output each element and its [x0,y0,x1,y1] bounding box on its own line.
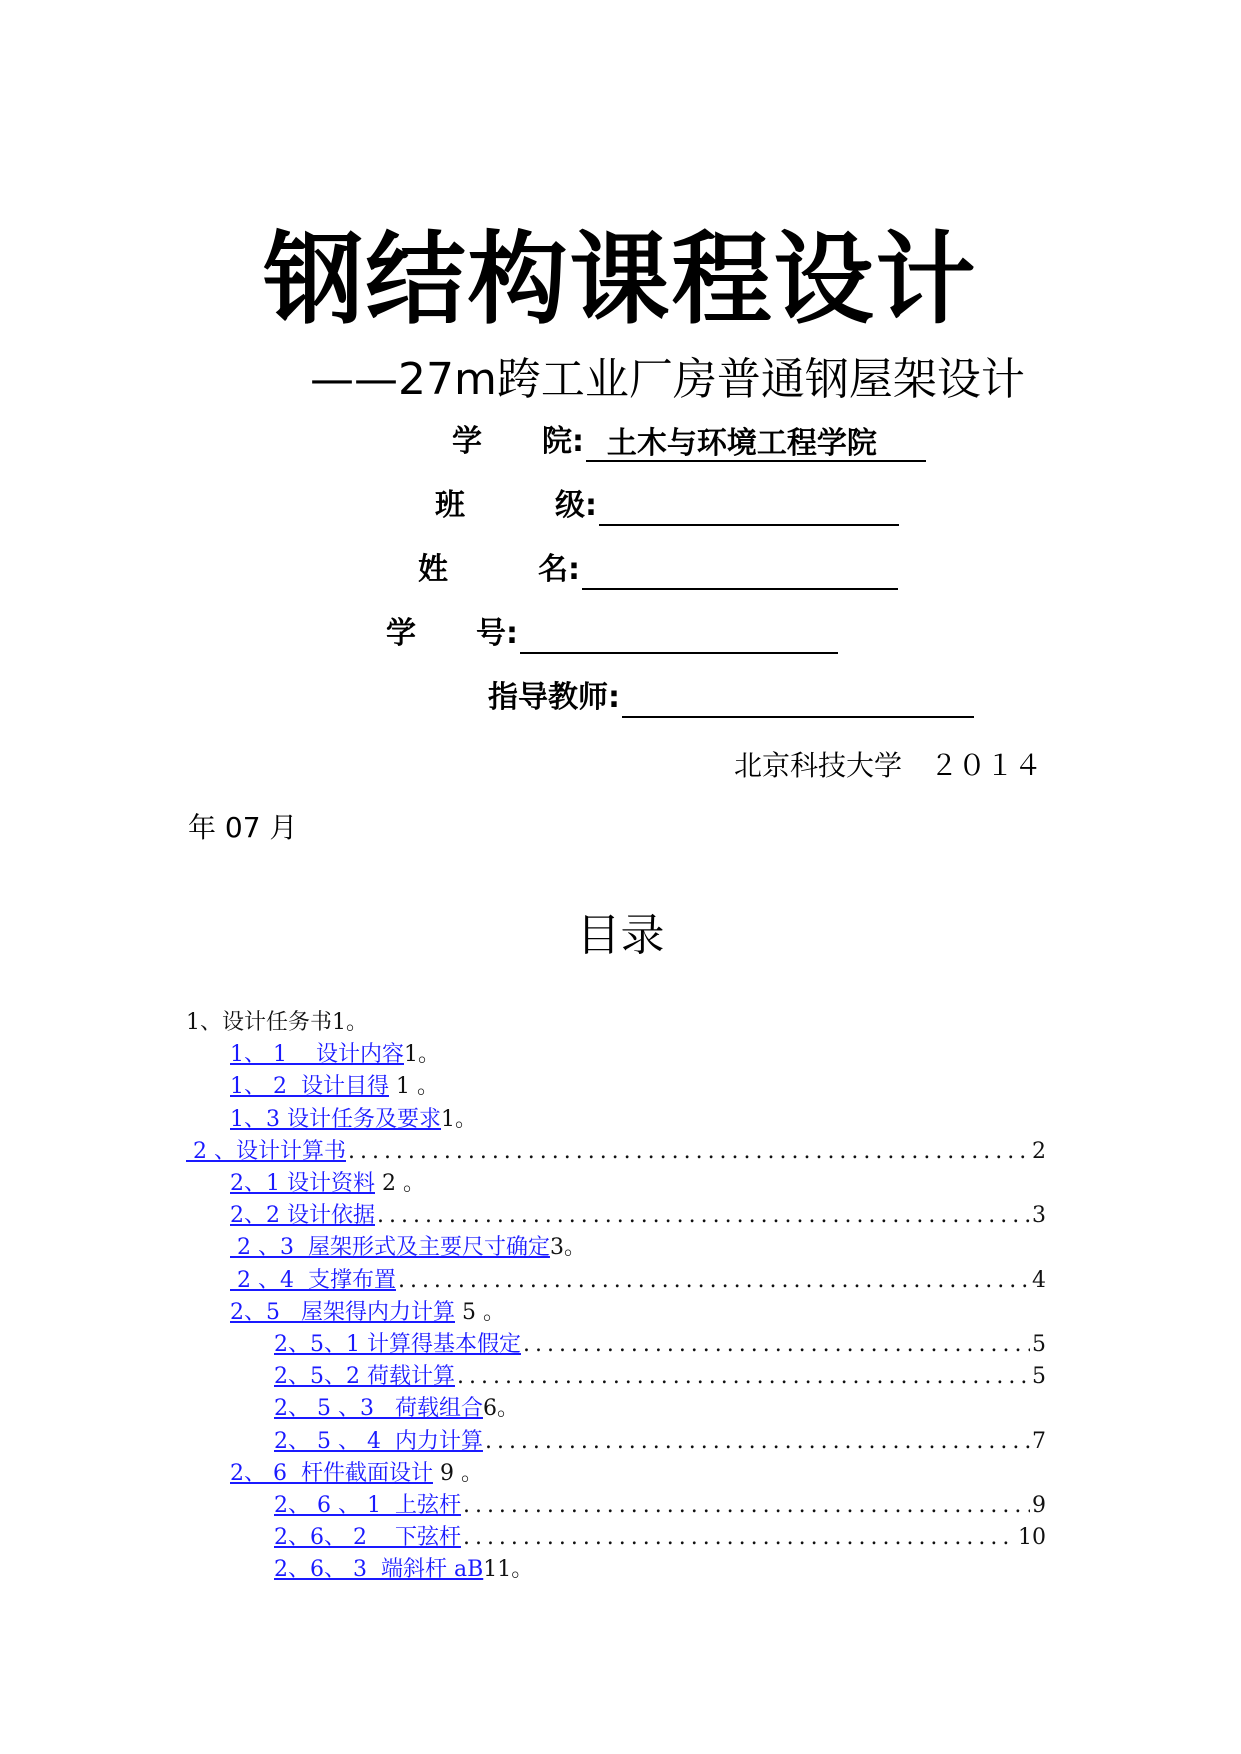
toc-entry-link[interactable]: 1、 1 设计内容 [230,1042,404,1068]
toc-entry[interactable] [274,1555,533,1585]
toc-page-number: 9 。 [432,1460,483,1486]
toc-entry [186,1008,368,1038]
toc-entry-link[interactable]: 2、 5 、 4 内力计算 [274,1428,483,1454]
toc-entry-link[interactable]: 2 、4 支撑布置 [230,1267,396,1293]
toc-leader-dots [457,1362,1030,1392]
toc-entry[interactable] [274,1330,1046,1360]
toc-entry[interactable] [230,1233,586,1263]
toc-leader-dots [485,1427,1030,1457]
toc-entry[interactable] [274,1362,1046,1392]
toc-page-number: 6。 [482,1396,519,1422]
toc-entry-link[interactable]: 1、 2 设计目得 [230,1074,389,1100]
field-class-value [599,488,899,526]
toc-entry[interactable] [186,1137,1046,1167]
toc-page-number: 1。 [441,1106,477,1132]
toc-page-number: 5 [1032,1364,1046,1390]
toc-entry-link[interactable]: 2、6、 2 下弦杆 [274,1525,461,1551]
toc-entry[interactable] [274,1427,1046,1457]
toc-entry-link[interactable]: 2、5、2 荷载计算 [274,1364,455,1390]
toc-entry[interactable] [230,1169,425,1199]
toc-page-number: 1。 [332,1010,368,1035]
field-college-label: 学 院: [452,424,584,459]
toc-leader-dots [398,1266,1030,1296]
field-name-label: 姓 名: [418,552,580,587]
toc-leader-dots [348,1137,1030,1167]
toc-page-number: 1。 [403,1042,440,1068]
toc-entry[interactable] [230,1105,477,1135]
field-name-value [582,552,898,590]
cover-subtitle: ——27m跨工业厂房普通钢屋架设计 [310,354,1025,405]
toc-entry-label: 1、设计任务书 [186,1010,332,1035]
toc-entry-link[interactable]: 1、3 设计任务及要求 [230,1106,441,1132]
toc-entry-link[interactable]: 2、2 设计依据 [230,1203,375,1229]
toc-leader-dots [523,1330,1030,1360]
toc-page-number: 2 [1032,1138,1046,1164]
toc-entry[interactable] [230,1298,505,1328]
toc-leader-dots [463,1523,1016,1553]
toc-page-number: 5 [1032,1332,1046,1357]
toc-entry[interactable] [230,1072,439,1102]
field-student-id [386,614,838,654]
field-class-label: 班 级: [435,488,597,523]
toc-entry-link[interactable]: 2、5 屋架得内力计算 [230,1299,455,1325]
toc-entry[interactable] [230,1266,1046,1296]
toc-entry[interactable] [274,1523,1046,1553]
toc-entry[interactable] [230,1459,483,1489]
toc-entry[interactable] [230,1201,1046,1231]
field-student-id-label: 学 号: [386,616,518,651]
toc-entry-link[interactable]: 2、5、1 计算得基本假定 [274,1332,521,1357]
toc-entry-link[interactable]: 2、1 设计资料 [230,1171,375,1196]
toc-title: 目录 [576,910,665,961]
toc-page-number: 2 。 [375,1171,425,1196]
toc-entry-link[interactable]: 2、6、 3 端斜杆 aB [274,1557,484,1583]
cover-title: 钢结构课程设计 [263,221,978,338]
toc-page-number: 11。 [483,1557,534,1583]
toc-page-number: 5 。 [454,1299,505,1325]
field-advisor [488,678,974,718]
toc-entry-link[interactable]: 2、 6 、 1 上弦杆 [274,1493,461,1518]
toc-page-number: 1 。 [388,1074,439,1100]
date-line: 年 07 月 [188,811,298,844]
toc-entry-link[interactable]: 2、 5 、3 荷载组合 [274,1396,483,1422]
field-class [435,486,899,526]
toc-entry-link[interactable]: 2 、设计计算书 [186,1138,346,1164]
toc-leader-dots [463,1491,1030,1521]
field-advisor-label: 指导教师: [488,680,620,715]
toc-entry[interactable] [230,1040,440,1070]
toc-entry[interactable] [274,1394,519,1424]
field-student-id-value [520,616,838,654]
toc-entry-link[interactable]: 2 、3 屋架形式及主要尺寸确定 [230,1235,550,1261]
school-line: 北京科技大学 ２０１４ [734,749,1043,782]
field-college-value: 土木与环境工程学院 [586,424,926,462]
toc-page-number: 3。 [549,1235,586,1261]
toc-entry-link[interactable]: 2、 6 杆件截面设计 [230,1460,433,1486]
toc-page-number: 9 [1032,1493,1046,1518]
field-advisor-value [622,680,974,718]
field-college [452,422,926,462]
toc-page-number: 3 [1032,1203,1046,1229]
toc-page-number: 10 [1018,1525,1046,1551]
field-name [418,550,898,590]
toc-page-number: 7 [1032,1428,1046,1454]
toc-page-number: 4 [1032,1267,1046,1293]
toc-entry[interactable] [274,1491,1046,1521]
toc-leader-dots [377,1201,1030,1231]
